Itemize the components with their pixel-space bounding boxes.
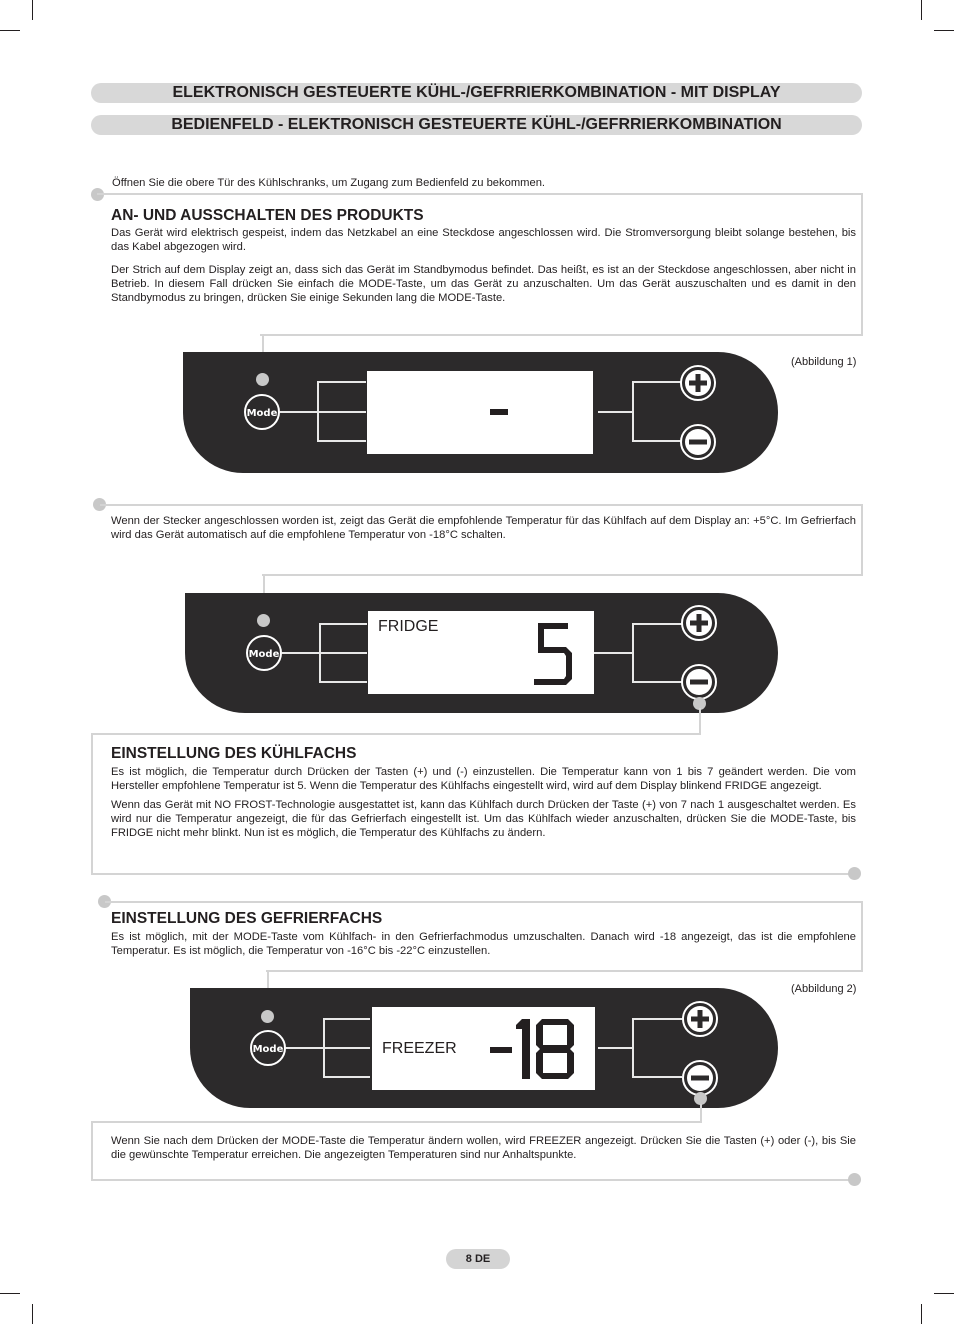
fridge-label: FRIDGE	[378, 618, 439, 635]
plus-button[interactable]	[680, 365, 716, 401]
figure-1-caption: (Abbildung 1)	[791, 356, 857, 368]
freezer-label: FREEZER	[382, 1040, 457, 1057]
freezer-heading: EINSTELLUNG DES GEFRIERFACHS	[111, 910, 383, 927]
minus-button[interactable]	[680, 424, 716, 460]
mode-label: Mode	[246, 408, 278, 419]
plus-icon	[681, 605, 717, 641]
plus-icon	[682, 1001, 718, 1037]
minus-button[interactable]	[681, 664, 717, 700]
power-paragraph-1: Das Gerät wird elektrisch gespeist, indem das Netzkabel an eine Steckdose angeschlossen wird. Die Stromversorgung bleibt solange bestehen, bis das Kabel abgezogen wird.	[111, 227, 856, 253]
mode-button[interactable]	[250, 1030, 286, 1066]
freezer-note-paragraph: Wenn Sie nach dem Drücken der MODE-Taste die Temperatur ändern wollen, wird FREEZER angezeigt. Drücken Sie die Tasten (+) oder (-), bis Sie die gewünschte Temperatur erreichen. Die angezeigten Temperaturen sind nur Anhaltspunkte.	[111, 1135, 856, 1161]
page-number: 8 DE	[446, 1249, 510, 1269]
mode-label: Mode	[252, 1044, 284, 1055]
mode-label: Mode	[248, 649, 280, 660]
figure-2-caption: (Abbildung 2)	[791, 983, 857, 995]
mode-button[interactable]	[244, 394, 280, 430]
bullet-dot	[848, 867, 861, 880]
minus-button[interactable]	[682, 1060, 718, 1096]
plus-icon	[680, 365, 716, 401]
fridge-heading: EINSTELLUNG DES KÜHLFACHS	[111, 745, 357, 762]
fridge-paragraph-2: Wenn das Gerät mit NO FROST-Technologie ausgestattet ist, kann das Kühlfach durch Drücken der Taste (+) von 7 nach 1 ausgeschaltet werden. Es wird nur die Temperatur angezeigt, die für das Gefrierfach eingestellt ist. Um das Kühlfach wieder anzuschalten, drücken Sie die MODE-Taste, bis FRIDGE nicht mehr blinkt. Nun ist es möglich, die Temperatur des Kühlfachs zu ändern.	[111, 799, 856, 839]
freezer-paragraph: Es ist möglich, mit der MODE-Taste vom Kühlfach- in den Gefrierfachmodus umzuschalten. Danach wird -18 angezeigt, das ist die empfohlene Temperatur. Es ist möglich, die Temperatur von -16°C bis -22°C einzustellen.	[111, 931, 856, 957]
plus-button[interactable]	[681, 605, 717, 641]
power-heading: AN- UND AUSSCHALTEN DES PRODUKTS	[111, 207, 424, 224]
bullet-dot	[848, 1173, 861, 1186]
sub-title: BEDIENFELD - ELEKTRONISCH GESTEUERTE KÜHL-/GEFRRIERKOMBINATION	[91, 115, 862, 135]
fridge-paragraph-1: Es ist möglich, die Temperatur durch Drücken der Tasten (+) und (-) einzustellen. Die Temperatur kann von 1 bis 7 geändert werden. Die vom Hersteller empfohlene Temperatur ist 5. Wenn die Temperatur des Kühlfachs eingestellt wird, wird auf dem Display blinkend FRIDGE angezeigt.	[111, 766, 856, 792]
intro-text: Öffnen Sie die obere Tür des Kühlschranks, um Zugang zum Bedienfeld zu bekommen.	[112, 177, 546, 189]
plus-button[interactable]	[682, 1001, 718, 1037]
minus-icon	[681, 664, 717, 700]
minus-icon	[680, 424, 716, 460]
plug-paragraph: Wenn der Stecker angeschlossen worden ist, zeigt das Gerät die empfohlende Temperatur für das Kühlfach auf dem Display an: +5°C. Im Gefrierfach wird das Gerät automatisch auf die empfohlene Temperatur von -18°C schalten.	[111, 515, 856, 541]
power-paragraph-2: Der Strich auf dem Display zeigt an, dass sich das Gerät im Standbymodus befindet. Das heißt, es ist an der Steckdose angeschlossen, aber nicht in Betrieb. In diesem Fall drücken Sie einfach die MODE-Taste, um das Gerät zu anzuschalten. Um das Gerät auszuschalten und es damit in den Standbymodus zu bringen, drücken Sie einige Sekunden lang die MODE-Taste.	[111, 264, 856, 304]
mode-button[interactable]	[246, 635, 282, 671]
minus-icon	[682, 1060, 718, 1096]
main-title: ELEKTRONISCH GESTEUERTE KÜHL-/GEFRRIERKOMBINATION - MIT DISPLAY	[91, 83, 862, 103]
